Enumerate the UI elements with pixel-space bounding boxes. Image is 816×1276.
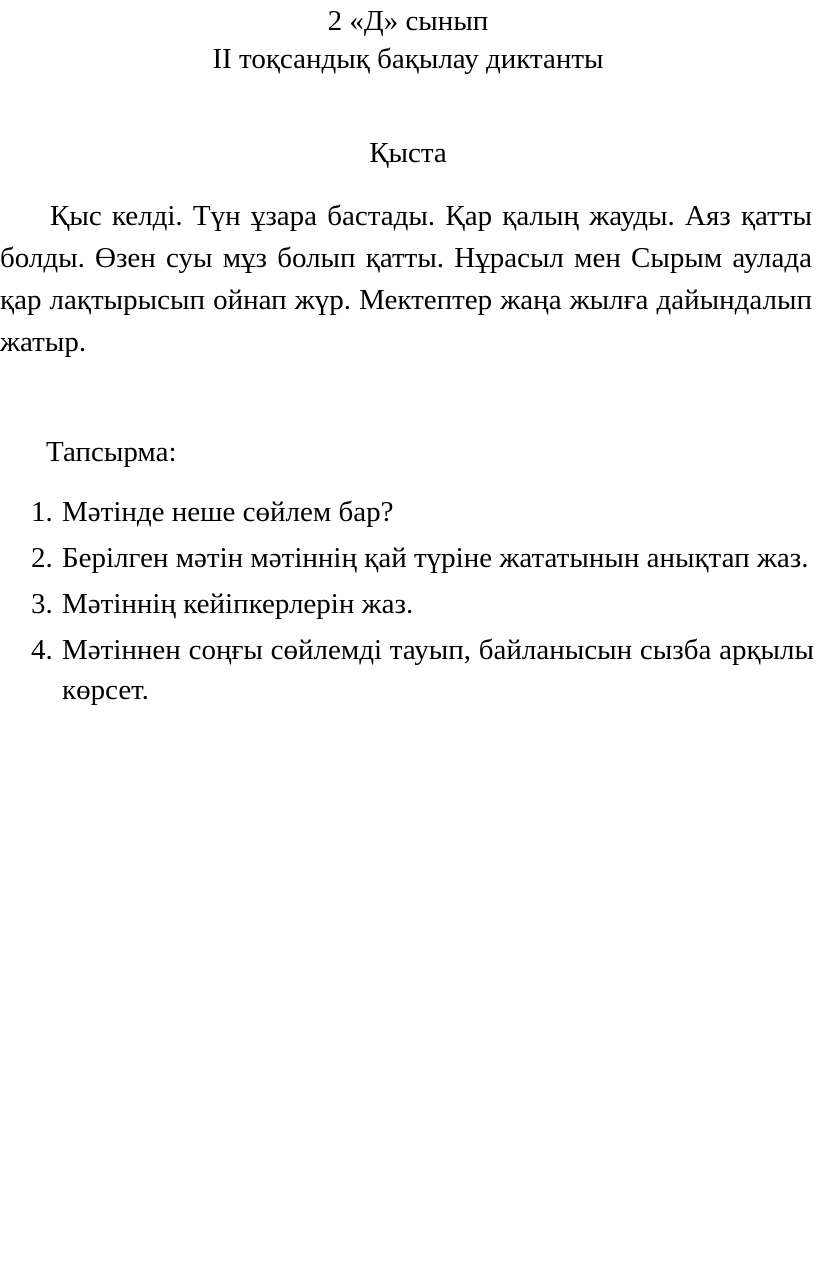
task-item-4: [0, 630, 814, 710]
task-text: Мәтіннің кейіпкерлерін жаз.: [62, 588, 414, 620]
task-item-3: [0, 584, 814, 624]
task-text: Мәтіннен соңғы сөйлемді тауып, байланысын сызба арқылы көрсет.: [62, 634, 814, 706]
task-item-1: [0, 492, 814, 532]
task-text: Мәтінде неше сөйлем бар?: [62, 496, 394, 528]
dictation-title: ІІ тоқсандық бақылау диктанты: [212, 43, 604, 75]
story-text: Қыс келді. Түн ұзара бастады. Қар қалың жауды. Аяз қатты болды. Өзен суы мұз болып қатты. Нұрасыл мен Сырым аулада қар лақтырысып ойнап жүр. Мектептер жаңа жылға дайындалып жатыр.: [0, 200, 812, 358]
task-number: 3.: [31, 588, 53, 620]
task-heading: Тапсырма:: [46, 436, 177, 468]
task-number: 4.: [31, 634, 53, 666]
class-line: 2 «Д» сынып: [327, 5, 489, 37]
task-number: 1.: [31, 496, 53, 528]
task-text: Берілген мәтін мәтіннің қай түріне жататынын анықтап жаз.: [62, 542, 809, 574]
task-list: [0, 492, 814, 716]
task-item-2: [0, 538, 814, 578]
story-title: Қыста: [369, 137, 447, 169]
task-number: 2.: [31, 542, 53, 574]
